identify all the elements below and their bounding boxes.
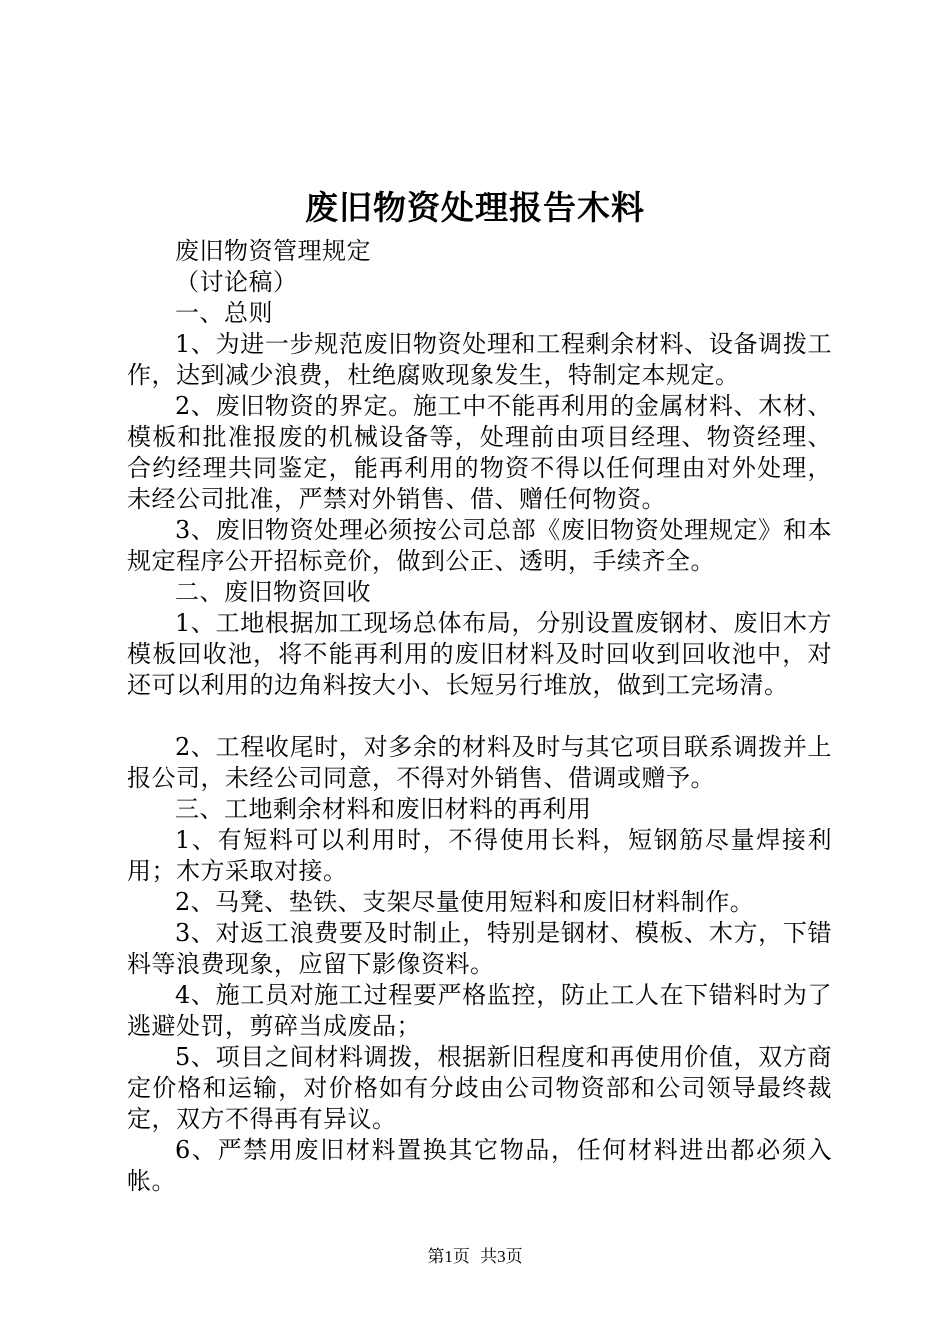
paragraph: 6、严禁用废旧材料置换其它物品，任何材料进出都必须入帐。	[127, 1136, 832, 1195]
section-heading-general: 一、总则	[175, 299, 273, 327]
paragraph: 3、废旧物资处理必须按公司总部《废旧物资处理规定》和本规定程序公开招标竞价，做到公正、透明，手续齐全。	[127, 516, 832, 575]
document-body	[127, 236, 832, 1197]
paragraph: 2、工程收尾时，对多余的材料及时与其它项目联系调拨并上报公司，未经公司同意，不得对外销售、借调或赠予。	[127, 733, 832, 792]
paragraph: 5、项目之间材料调拨，根据新旧程度和再使用价值，双方商定价格和运输，对价格如有分歧由公司物资部和公司领导最终裁定，双方不得再有异议。	[127, 1043, 832, 1133]
blank-line	[127, 701, 832, 732]
paragraph: 1、有短料可以利用时，不得使用长料，短钢筋尽量焊接利用；木方采取对接。	[127, 826, 832, 885]
section-heading-recycling: 二、废旧物资回收	[175, 578, 371, 606]
section-heading-reuse: 三、工地剩余材料和废旧材料的再利用	[175, 795, 592, 823]
paragraph: 3、对返工浪费要及时制止，特别是钢材、模板、木方，下错料等浪费现象，应留下影像资料。	[127, 919, 832, 978]
page-total: 共3页	[480, 1247, 523, 1266]
page-number: 第1页	[427, 1247, 470, 1266]
paragraph-subtitle: 废旧物资管理规定	[175, 237, 371, 265]
paragraph: 2、废旧物资的界定。施工中不能再利用的金属材料、木材、模板和批准报废的机械设备等，处理前由项目经理、物资经理、合约经理共同鉴定，能再利用的物资不得以任何理由对外处理，未经公司批准，严禁对外销售、借、赠任何物资。	[127, 392, 832, 513]
paragraph: 2、马凳、垫铁、支架尽量使用短料和废旧材料制作。	[175, 888, 755, 916]
paragraph: 4、施工员对施工过程要严格监控，防止工人在下错料时为了逃避处罚，剪碎当成废品；	[127, 981, 832, 1040]
document-title: 废旧物资处理报告木料	[305, 188, 645, 227]
page-footer	[0, 1245, 950, 1269]
paragraph-draft-note: （讨论稿）	[175, 268, 298, 296]
paragraph: 1、工地根据加工现场总体布局，分别设置废钢材、废旧木方模板回收池，将不能再利用的废旧材料及时回收到回收池中，对还可以利用的边角料按大小、长短另行堆放，做到工完场清。	[127, 609, 832, 699]
paragraph: 1、为进一步规范废旧物资处理和工程剩余材料、设备调拨工作，达到减少浪费，杜绝腐败现象发生，特制定本规定。	[127, 330, 832, 389]
